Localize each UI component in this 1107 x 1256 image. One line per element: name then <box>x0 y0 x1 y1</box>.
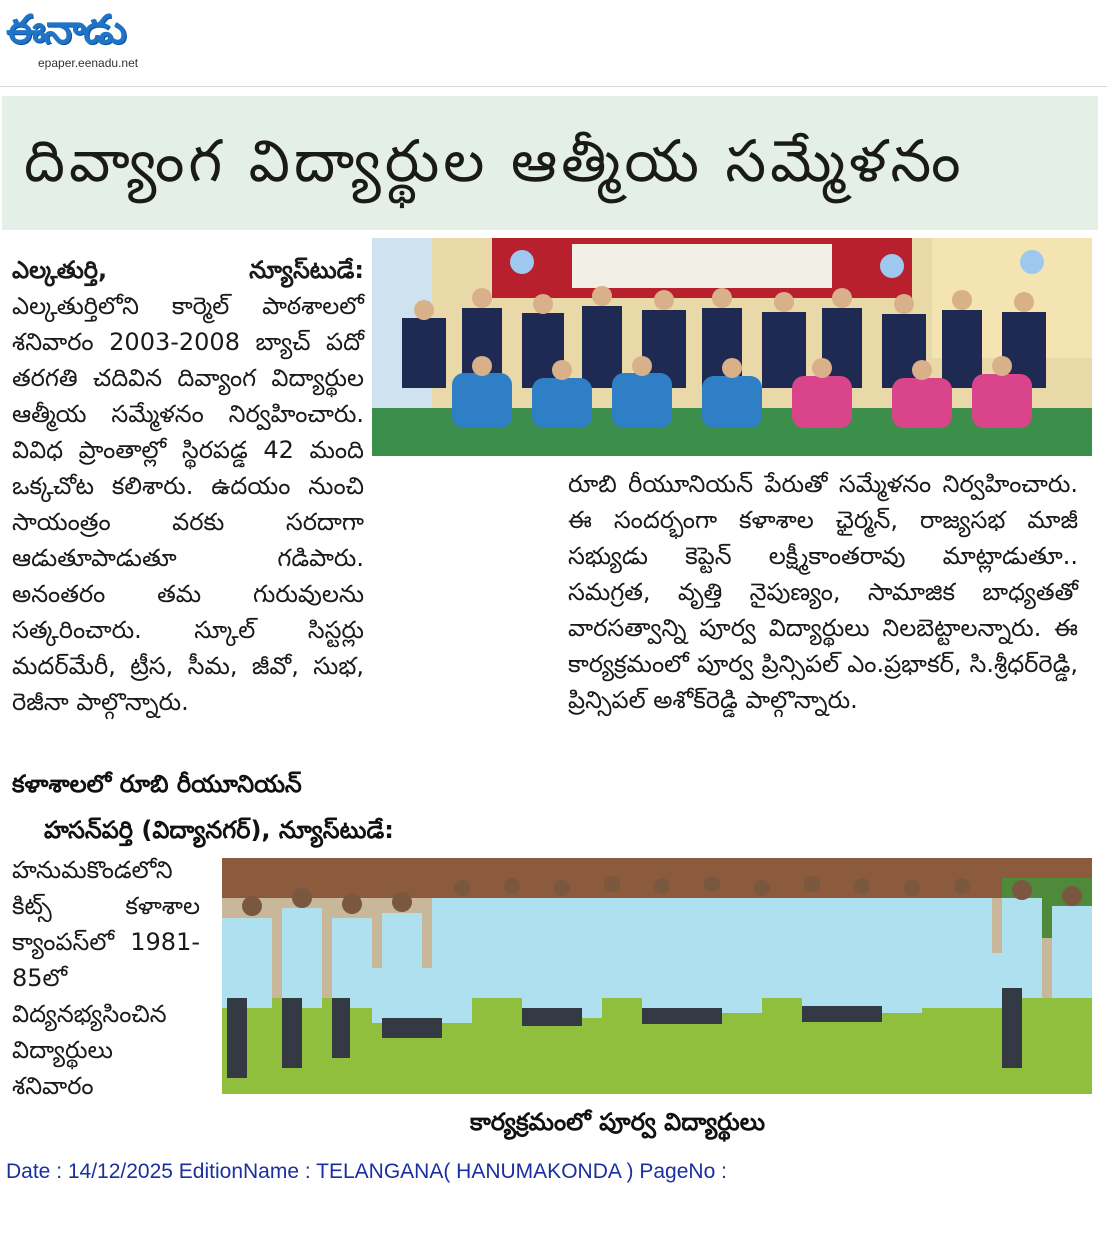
story2-left-text: హనుమకొండలోని కిట్స్ కళాశాల క్యాంపస్‌లో 1981-85లో విద్యనభ్యసించిన విద్యార్థులు శనివారం <box>12 856 200 1100</box>
story1-body: ఎల్కతుర్తిలోని కార్మెల్ పాఠశాలలో శనివారం 2003-2008 బ్యాచ్ పదో తరగతి చదివిన దివ్యాంగ విద్యార్థుల ఆత్మీయ సమ్మేళనం నిర్వహించారు. వివిధ ప్రాంతాల్లో స్థిరపడ్డ 42 మంది ఒక్కచోట కలిశారు. ఉదయం నుంచి సాయంత్రం వరకు సరదాగా ఆడుతూపాడుతూ గడిపారు. అనంతరం తమ గురువులను సత్కరించారు. స్కూల్ సిస్టర్లు మదర్‌మేరీ, ట్రీస, సీమ, జీవో, సుభ, రెజీనా పాల్గొన్నారు. <box>12 292 364 716</box>
story1-group-photo <box>372 238 1092 456</box>
edition-footer: Date : 14/12/2025 EditionName : TELANGANA( HANUMAKONDA ) PageNo : <box>6 1160 727 1183</box>
story1-continued <box>12 468 522 756</box>
logo-wordmark: ఈనాడు <box>6 7 125 53</box>
story2-alumni-photo <box>222 858 1092 1094</box>
logo-url: epaper.eenadu.net <box>38 56 139 70</box>
story1-text <box>12 252 364 716</box>
eenadu-logo[interactable] <box>6 6 196 70</box>
story2-dateline: హసన్‌పర్తి (విద్యానగర్), న్యూస్‌టుడే: <box>44 816 394 844</box>
main-headline: దివ్యాంగ విద్యార్థుల ఆత్మీయ సమ్మేళనం <box>24 127 965 195</box>
story2-right-text: రూబి రీయూనియన్ పేరుతో సమ్మేళనం నిర్వహించారు. ఈ సందర్భంగా కళాశాల ఛైర్మన్, రాజ్యసభ మాజీ సభ్యుడు కెప్టెన్ లక్ష్మీకాంతరావు మాట్లాడుతూ.. సమగ్రత, వృత్తి నైపుణ్యం, సామాజిక బాధ్యతతో వారసత్వాన్ని పూర్వ విద్యార్థులు నిలబెట్టాలన్నారు. ఈ కార్యక్రమంలో పూర్వ ప్రిన్సిపల్ ఎం.ప్రభాకర్, సి.శ్రీధర్‌రెడ్డి, ప్రిన్సిపల్ అశోక్‌రెడ్డి పాల్గొన్నారు. <box>568 470 1078 714</box>
masthead-divider <box>0 86 1107 87</box>
photo-caption: కార్యక్రమంలో పూర్వ విద్యార్థులు <box>470 1108 766 1136</box>
story2-headline: కళాశాలలో రూబి రీయూనియన్ <box>12 770 302 798</box>
story1-dateline: ఎల్కతుర్తి, న్యూస్‌టుడే: <box>12 256 364 284</box>
